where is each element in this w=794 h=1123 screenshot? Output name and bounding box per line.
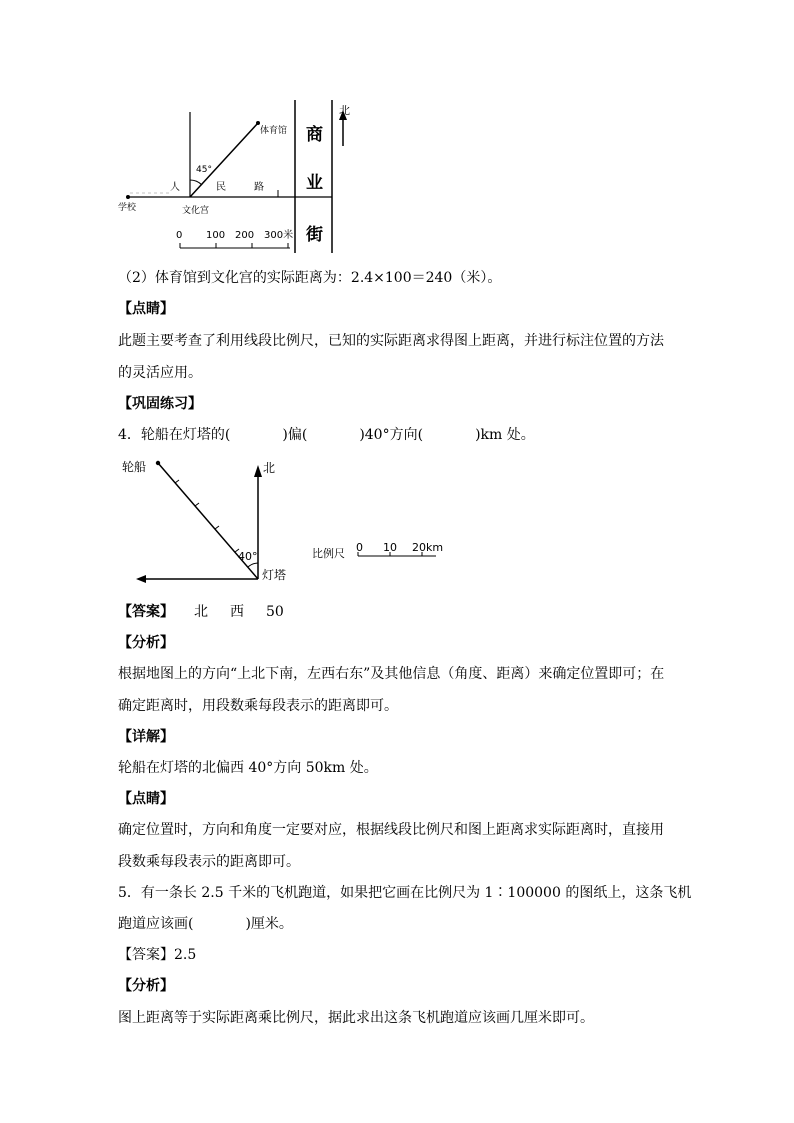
q5-line2 xyxy=(118,914,293,934)
q4-answer-label: 【答案】 xyxy=(118,604,174,620)
ship-tick xyxy=(175,480,179,483)
scale-20km: 20km xyxy=(412,541,444,554)
q4-detail-label: 【详解】 xyxy=(118,729,174,745)
q4-part3: )40°方向( xyxy=(359,427,424,443)
q4-answer-2: 西 xyxy=(230,604,244,620)
q5-line2b: )厘米。 xyxy=(245,916,293,932)
q5-analysis: 图上距离等于实际距离乘比例尺，据此求出这条飞机跑道应该画几厘米即可。 xyxy=(118,1010,594,1026)
scale-10: 10 xyxy=(383,541,397,554)
q4-analysis-label: 【分析】 xyxy=(118,635,174,651)
north-label: 北 xyxy=(263,461,276,475)
palace-label: 文化宫 xyxy=(182,206,210,216)
q5-answer: 【答案】2.5 xyxy=(118,947,197,963)
street-char-2: 业 xyxy=(306,173,323,193)
q4-analysis-line2: 确定距离时，用段数乘每段表示的距离即可。 xyxy=(118,698,398,714)
angle-arc xyxy=(190,180,202,185)
q4-answer-1: 北 xyxy=(194,604,208,620)
west-arrowhead xyxy=(136,575,146,583)
road-char-3: 路 xyxy=(254,182,264,193)
q4-answer-3: 50 xyxy=(266,604,284,620)
q3-sub2-text: （2）体育馆到文化宫的实际距离为：2.4×100＝240（米）。 xyxy=(118,270,502,286)
q4-dianjing-line2: 段数乘每段表示的距离即可。 xyxy=(118,854,300,870)
q4-question xyxy=(118,425,535,445)
north-label: 北 xyxy=(339,104,350,117)
q3-dianjing-line2: 的灵活应用。 xyxy=(118,365,202,381)
q4-part4: )km 处。 xyxy=(475,427,535,443)
q5-analysis-label: 【分析】 xyxy=(118,978,174,994)
q4-part2: )偏( xyxy=(282,427,308,443)
heading-gonggu: 【巩固练习】 xyxy=(118,396,202,412)
q4-dianjing-line1: 确定位置时，方向和角度一定要对应，根据线段比例尺和图上距离求实际距离时，直接用 xyxy=(118,822,664,838)
ship-tick xyxy=(195,503,199,506)
q4-dianjing-label: 【点睛】 xyxy=(118,791,174,807)
lighthouse-label: 灯塔 xyxy=(262,568,287,582)
scale-label: 比例尺 xyxy=(312,547,345,560)
heading-dianjing-1: 【点睛】 xyxy=(118,301,174,317)
q4-analysis-line1: 根据地图上的方向“上北下南，左西右东”及其他信息（角度、距离）来确定位置即可；在 xyxy=(118,666,665,682)
q5-line2a: 跑道应该画( xyxy=(118,916,194,932)
figure-2-lighthouse xyxy=(118,455,468,595)
angle-label: 40° xyxy=(238,550,258,563)
ship-label: 轮船 xyxy=(122,460,147,474)
road-char-1: 人 xyxy=(170,182,180,193)
figure-1-map xyxy=(110,98,370,258)
q3-dianjing-line1: 此题主要考查了利用线段比例尺，已知的实际距离求得图上距离，并进行标注位置的方法 xyxy=(118,333,664,349)
q5-line1: 5．有一条长 2.5 千米的飞机跑道，如果把它画在比例尺为 1∶100000 的图纸上，这条飞机 xyxy=(118,885,692,901)
angle-label: 45° xyxy=(196,165,212,175)
school-label: 学校 xyxy=(118,203,137,213)
scale-label-300: 300米 xyxy=(264,230,294,241)
street-char-1: 商 xyxy=(306,125,323,145)
scale-label-100: 100 xyxy=(206,230,226,241)
scale-0: 0 xyxy=(356,541,363,554)
scale-label-0: 0 xyxy=(176,230,183,241)
street-char-3: 街 xyxy=(306,225,323,245)
ship-point xyxy=(156,461,160,465)
angle-arc xyxy=(248,563,258,567)
q4-detail: 轮船在灯塔的北偏西 40°方向 50km 处。 xyxy=(118,760,378,776)
gym-label: 体育馆 xyxy=(260,126,288,136)
gym-point xyxy=(256,121,260,125)
ship-tick xyxy=(215,526,219,529)
scale-label-200: 200 xyxy=(235,230,255,241)
north-arrowhead xyxy=(254,465,262,477)
q4-part1: 4．轮船在灯塔的( xyxy=(118,427,231,443)
q4-answer xyxy=(118,602,284,622)
school-point xyxy=(126,195,130,199)
road-char-2: 民 xyxy=(216,182,226,193)
